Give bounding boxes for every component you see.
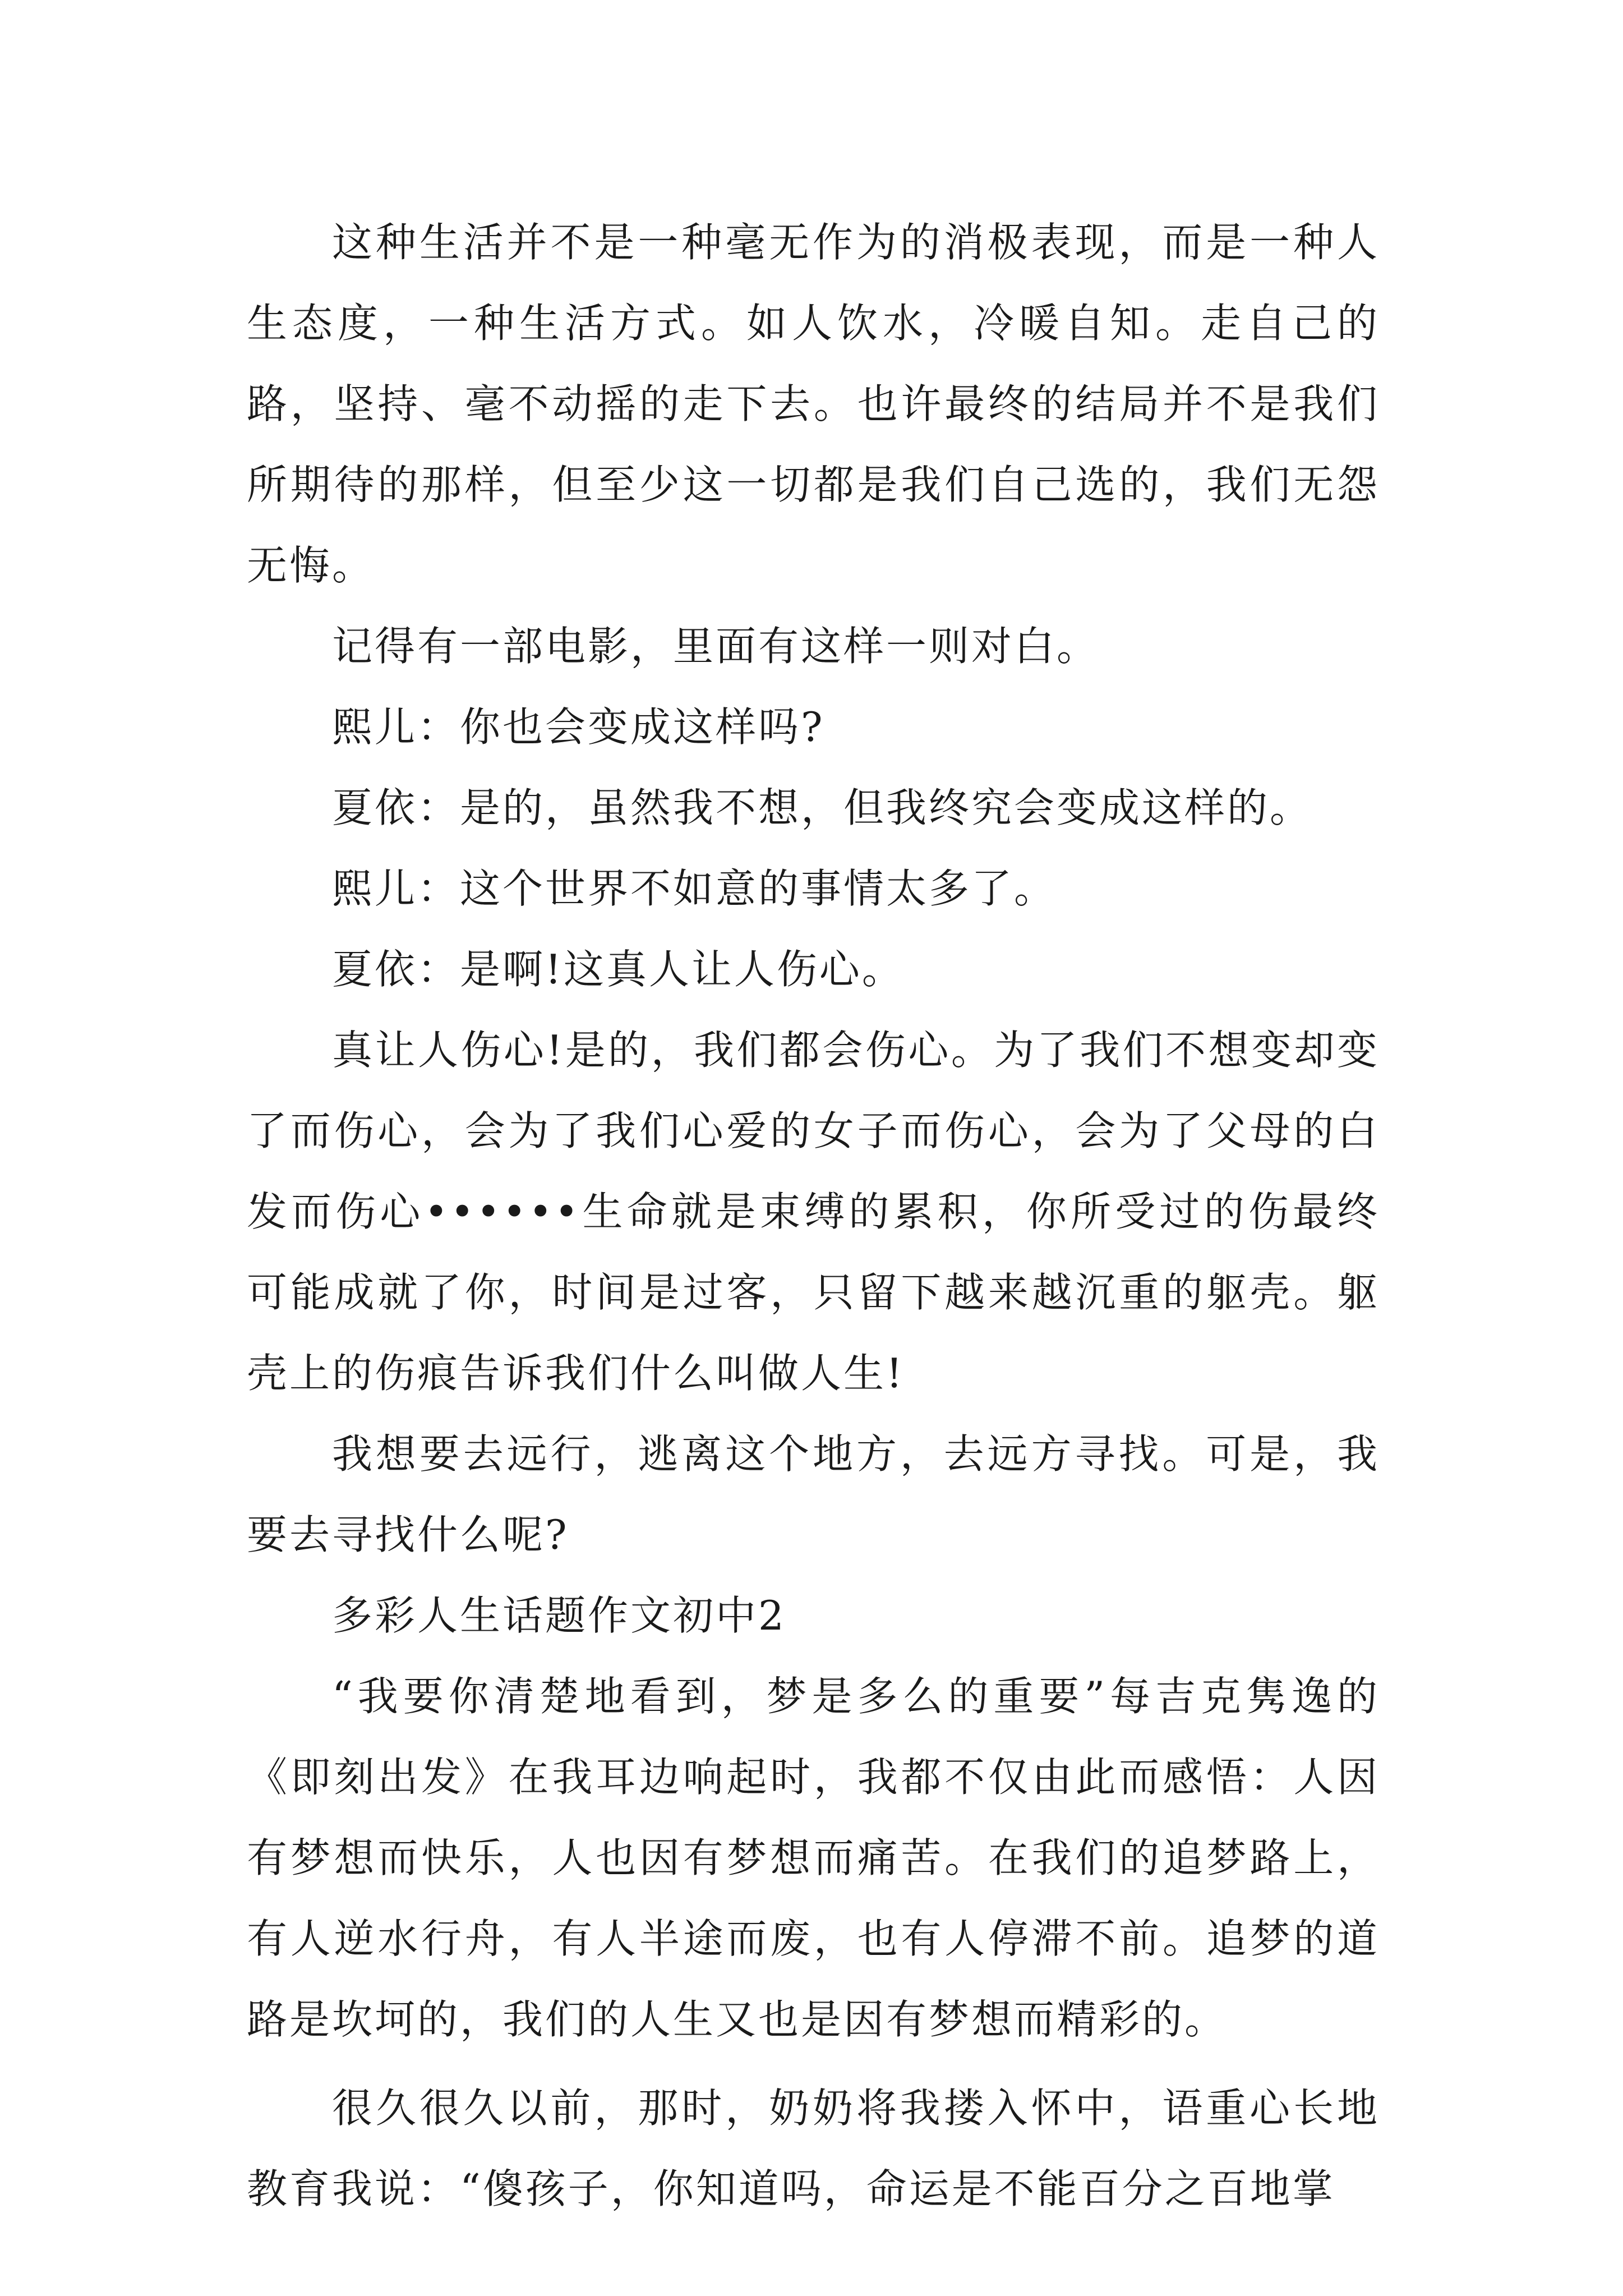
dialogue-line-1: 熙儿：你也会变成这样吗? (332, 703, 825, 751)
paragraph-dream: “我要你清楚地看到，梦是多么的重要”每吉克隽逸的《即刻出发》在我耳边响起时，我都不仅由此而感悟：人因有梦想而快乐，人也因有梦想而痛苦。在我们的追梦路上，有人逆水行舟，有人半途而废，也有人停滞不前。追梦的道路是坎坷的，我们的人生又也是因有梦想而精彩的。 (247, 1673, 1380, 2043)
dialogue-line-2: 夏依：是的，虽然我不想，但我终究会变成这样的。 (332, 784, 1313, 831)
paragraph-sadness: 真让人伤心!是的，我们都会伤心。为了我们不想变却变了而伤心，会为了我们心爱的女子而伤心，会为了父母的白发而伤心••••••生命就是束缚的累积，你所受过的伤最终可能成就了你，时间是过客，只留下越来越沉重的躯壳。躯壳上的伤痕告诉我们什么叫做人生! (247, 1027, 1380, 1397)
paragraph-travel: 我想要去远行，逃离这个地方，去远方寻找。可是，我要去寻找什么呢? (247, 1430, 1380, 1558)
dialogue-line-3: 熙儿：这个世界不如意的事情太多了。 (332, 865, 1057, 912)
essay-heading: 多彩人生话题作文初中2 (332, 1592, 786, 1639)
paragraph-grandma: 很久很久以前，那时，奶奶将我搂入怀中，语重心长地教育我说：“傻孩子，你知道吗，命运是不能百分之百地掌 (247, 2085, 1380, 2212)
paragraph-movie-intro: 记得有一部电影，里面有这样一则对白。 (332, 623, 1100, 670)
paragraph-lifestyle: 这种生活并不是一种毫无作为的消极表现，而是一种人生态度，一种生活方式。如人饮水，冷暖自知。走自己的路，坚持、毫不动摇的走下去。也许最终的结局并不是我们所期待的那样，但至少这一切都是我们自己选的，我们无怨无悔。 (247, 219, 1380, 589)
dialogue-line-4: 夏依：是啊!这真人让人伤心。 (332, 946, 905, 993)
document-body (247, 202, 1380, 2229)
